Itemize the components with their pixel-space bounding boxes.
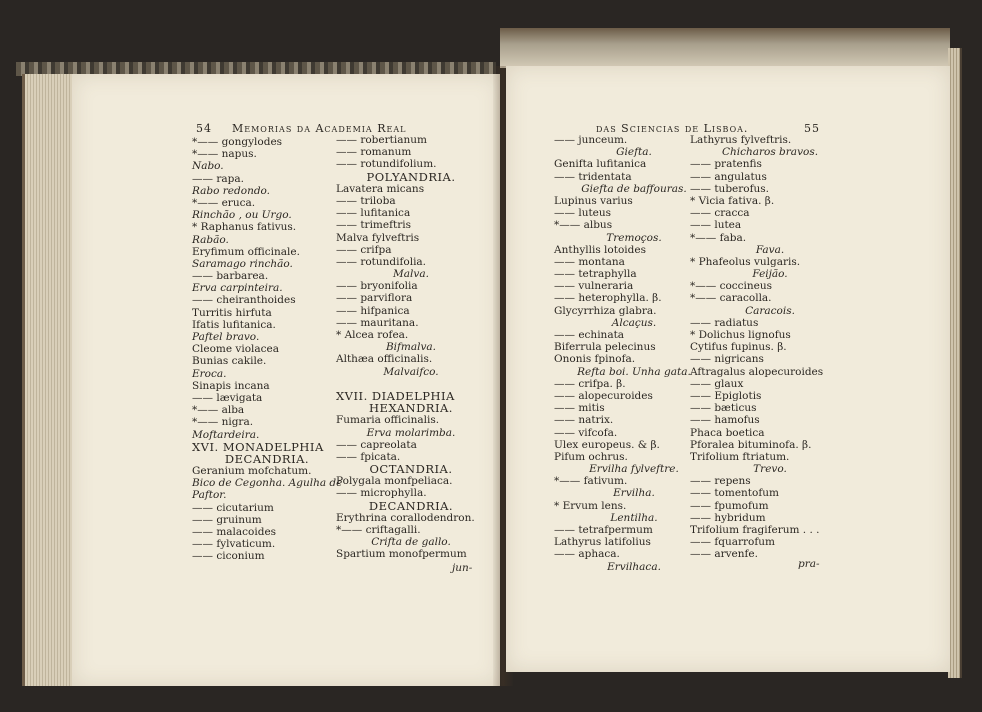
left-column-1 <box>192 136 342 563</box>
text-line: —— fpumofum <box>690 499 769 512</box>
text-line: —— heterophylla. β. <box>554 292 662 305</box>
text-line: —— rapa. <box>192 172 244 185</box>
right-catchword: pra- <box>798 558 820 570</box>
text-line: Cytifus fupinus. β. <box>690 341 787 354</box>
text-line: —— natrix. <box>554 414 614 427</box>
right-page-number: 55 <box>804 122 820 135</box>
text-line: —— tetraphylla <box>554 268 637 281</box>
text-line: DECANDRIA. <box>224 451 310 466</box>
text-line: Geranium mofchatum. <box>192 465 312 478</box>
book-top-edge <box>500 28 950 68</box>
text-line: Rabão. <box>192 233 229 246</box>
text-line: POLYANDRIA. <box>366 169 456 184</box>
text-line: Erva molarimba. <box>366 426 456 439</box>
text-line: Trifolium ftriatum. <box>690 450 790 463</box>
text-line: —— nigricans <box>690 353 764 366</box>
text-line: *—— coccineus <box>690 280 773 293</box>
text-line: —— angulatus <box>690 170 767 183</box>
text-line: —— bæticus <box>690 402 757 415</box>
text-line: —— arvenfe. <box>690 548 758 561</box>
text-line: —— ciconium <box>192 550 265 563</box>
text-line: Pifum ochrus. <box>554 450 628 463</box>
text-line: *—— caracolla. <box>690 292 772 305</box>
text-line: *—— faba. <box>690 231 747 244</box>
text-line: Giefta de baffouras. <box>581 182 687 195</box>
text-line: Cleome violacea <box>192 343 280 356</box>
text-line: Fava. <box>755 243 785 256</box>
text-line: Nabo. <box>192 160 224 173</box>
text-line: Pforalea bituminofa. β. <box>690 438 812 451</box>
text-line: —— echinata <box>554 329 625 341</box>
text-line: —— mauritana. <box>336 316 419 329</box>
text-line: —— repens <box>690 475 751 488</box>
text-line: —— hybridum <box>690 511 766 524</box>
text-line: Phaca boetica <box>690 426 765 439</box>
text-line: HEXANDRIA. <box>369 401 453 416</box>
text-line: Refta boi. Unha gata. <box>577 365 691 378</box>
text-line: Crifta de gallo. <box>371 536 451 549</box>
page-stack-left <box>22 74 75 686</box>
text-line: Aftragalus alopecuroides <box>690 365 824 378</box>
text-line: —— crifpa. β. <box>554 377 626 390</box>
text-line: —— tridentata <box>554 170 632 183</box>
text-line: Ulex europeus. & β. <box>554 438 660 451</box>
text-line: Lentilha. <box>610 511 658 524</box>
text-line: Saramago rinchão. <box>192 257 293 270</box>
text-line: —— tetrafpermum <box>554 524 653 536</box>
text-line: —— junceum. <box>554 134 628 146</box>
text-line: Trifolium fragiferum . . . <box>690 524 820 536</box>
text-line: * Vicia fativa. β. <box>690 194 775 207</box>
text-line: Paftor. <box>192 489 227 502</box>
text-line: Sinapis incana <box>192 379 270 392</box>
text-line: * Alcea rofea. <box>336 329 409 341</box>
text-line: —— trimeftris <box>336 219 411 232</box>
text-line: —— robertianum <box>336 134 427 146</box>
left-page-number: 54 <box>196 122 212 135</box>
text-line: —— mitis <box>554 402 605 415</box>
text-line: —— capreolata <box>336 438 417 451</box>
text-line: —— vifcofa. <box>554 426 618 439</box>
text-line: Glycyrrhiza glabra. <box>554 304 657 317</box>
text-line: * Ervum lens. <box>554 499 627 512</box>
page-stack-right <box>948 48 962 678</box>
text-line: *—— nigra. <box>192 416 254 429</box>
text-line: —— cracca <box>690 207 750 220</box>
text-line: —— malacoides <box>192 526 277 538</box>
text-line: —— rotundifolium. <box>336 158 437 171</box>
text-line: Rinchão , ou Urgo. <box>192 209 292 222</box>
text-line: —— hamofus <box>690 414 760 427</box>
text-line: Feijão. <box>752 268 788 281</box>
left-column-2 <box>336 134 486 561</box>
text-line: Bico de Cegonha. Agulha de <box>192 477 343 490</box>
right-column-2 <box>690 134 850 561</box>
text-line: —— tuberofus. <box>690 182 769 195</box>
text-line: —— vulneraria <box>554 280 634 293</box>
text-line: Ononis fpinofa. <box>554 353 636 366</box>
text-line: DECANDRIA. <box>368 498 454 513</box>
text-line: Eryfimum officinale. <box>192 245 300 258</box>
text-line: Anthyllis lotoides <box>554 243 646 256</box>
text-line: Lathyrus latifolius <box>554 536 651 549</box>
text-line: Eroca. <box>192 367 227 380</box>
text-line: Malva fylveftris <box>336 231 420 244</box>
text-line: Tremoços. <box>606 231 662 244</box>
text-line: XVII. DIADELPHIA <box>336 388 455 403</box>
text-line: Althæa officinalis. <box>336 353 433 366</box>
text-line: —— tomentofum <box>690 487 779 500</box>
text-line: *—— gongylodes <box>192 136 283 148</box>
right-running-head: das Sciencias de Lisboa. <box>596 122 749 135</box>
text-line: Lavatera micans <box>336 182 425 195</box>
text-line: —— lævigata <box>192 391 263 404</box>
text-line: —— cheiranthoides <box>192 294 296 307</box>
text-line: —— rotundifolia. <box>336 255 427 268</box>
text-line: —— luteus <box>554 207 612 220</box>
text-line: *—— albus <box>554 219 613 232</box>
text-line: Trevo. <box>753 463 787 476</box>
text-line: —— fpicata. <box>336 450 401 463</box>
text-line: OCTANDRIA. <box>369 462 453 477</box>
text-line: Ervilha. <box>613 487 655 500</box>
text-line: —— parviflora <box>336 292 413 305</box>
text-line: Malva. <box>393 268 429 281</box>
text-line: —— romanum <box>336 146 412 159</box>
text-line: —— lutea <box>690 219 742 232</box>
text-line: Ifatis lufitanica. <box>192 318 276 331</box>
left-page <box>72 74 500 686</box>
text-line: Biferrula pelecinus <box>554 341 656 354</box>
text-line: Polygala monfpeliaca. <box>336 475 453 488</box>
text-line: —— hifpanica <box>336 304 410 317</box>
text-line: *—— eruca. <box>192 196 256 209</box>
text-line: Turritis hirfuta <box>192 306 272 319</box>
text-line: Moftardeira. <box>192 428 260 441</box>
text-line: Malvaifco. <box>383 365 439 378</box>
text-line: —— bryonifolia <box>336 280 418 293</box>
text-line: *—— napus. <box>192 148 257 161</box>
text-line: Erva carpinteira. <box>192 282 283 295</box>
text-line: —— microphylla. <box>336 487 427 500</box>
text-line: Paftel bravo. <box>192 331 260 343</box>
text-line: —— Epiglotis <box>690 389 762 402</box>
text-line: —— crifpa <box>336 243 392 256</box>
left-running-head: Memorias da Academia Real <box>232 122 407 135</box>
text-line: —— pratenfis <box>690 158 762 171</box>
text-line: —— cicutarium <box>192 501 274 514</box>
text-line: —— aphaca. <box>554 548 620 561</box>
text-line: Bunias cakile. <box>192 355 267 368</box>
text-line: * Phafeolus vulgaris. <box>690 255 801 268</box>
right-page <box>506 66 950 672</box>
text-line: Giefta. <box>616 146 652 159</box>
text-line: Ervilhaca. <box>607 560 661 573</box>
text-line: *—— alba <box>192 404 245 417</box>
text-line: Fumaria officinalis. <box>336 414 440 427</box>
text-line: —— alopecuroides <box>554 389 653 402</box>
text-line: Alcaçus. <box>611 316 657 329</box>
text-line: *—— criftagalli. <box>336 524 421 536</box>
text-line: Spartium monofpermum <box>336 548 467 561</box>
text-line: *—— fativum. <box>554 475 628 488</box>
text-line: —— lufitanica <box>336 207 411 220</box>
text-line: Caracois. <box>745 304 795 317</box>
text-line: Lupinus varius <box>554 194 633 207</box>
text-line: —— radiatus <box>690 316 759 329</box>
text-line: —— barbarea. <box>192 270 269 283</box>
text-line: —— montana <box>554 255 625 268</box>
text-line: —— fquarrofum <box>690 536 775 549</box>
text-line: * Raphanus fativus. <box>192 221 297 234</box>
text-line: Rabo redondo. <box>192 184 271 197</box>
text-line: Lathyrus fylveftris. <box>690 134 792 146</box>
text-line: Bifmalva. <box>385 341 437 354</box>
text-line: Erythrina corallodendron. <box>336 511 475 524</box>
text-line: XVI. MONADELPHIA <box>192 439 324 454</box>
text-line: Ervilha fylveftre. <box>589 463 679 476</box>
text-line: Chicharos bravos. <box>721 146 819 159</box>
text-line: * Dolichus lignofus <box>690 329 791 341</box>
text-line: —— gruinum <box>192 513 262 526</box>
text-line: —— fylvaticum. <box>192 538 276 551</box>
text-line: Genifta lufitanica <box>554 158 647 171</box>
left-catchword: jun- <box>452 562 473 574</box>
text-line: —— triloba <box>336 194 396 207</box>
text-line: —— glaux <box>690 377 744 390</box>
